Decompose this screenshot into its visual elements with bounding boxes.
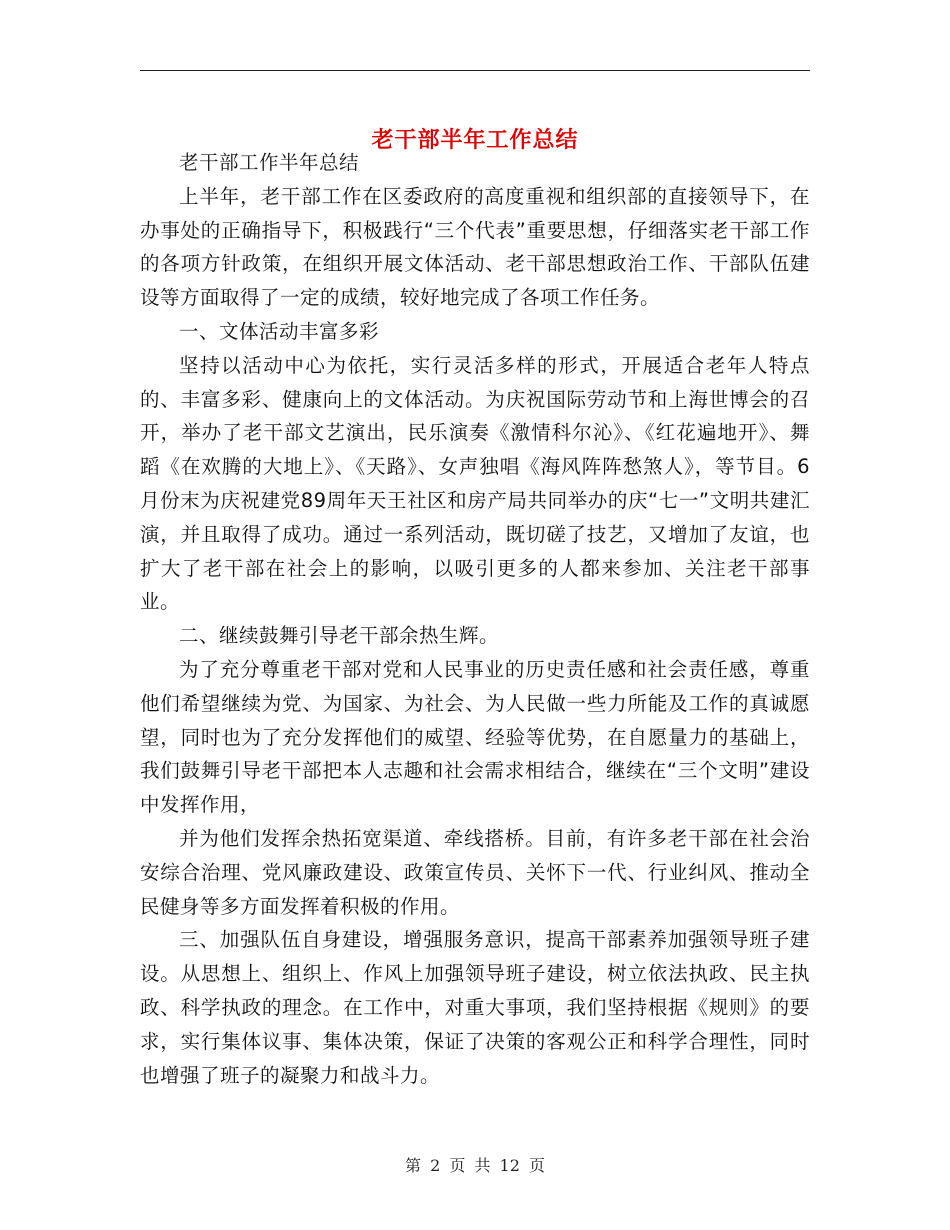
- paragraph-intro: 上半年，老干部工作在区委政府的高度重视和组织部的直接领导下，在办事处的正确指导下，积极践行“三个代表”重要思想，仔细落实老干部工作的各项方针政策，在组织开展文体活动、老干部思想政治工作、干部队伍建设等方面取得了一定的成绩，较好地完成了各项工作任务。: [140, 184, 810, 310]
- header-rule: [140, 70, 810, 71]
- document-title: 老干部半年工作总结: [371, 127, 579, 153]
- paragraph-section-1: 坚持以活动中心为依托，实行灵活多样的形式，开展适合老年人特点的、丰富多彩、健康向上的文体活动。为庆祝国际劳动节和上海世博会的召开，举办了老干部文艺演出，民乐演奏《激情科尔沁》、《红花遍地开》、舞蹈《在欢腾的大地上》、《天路》、女声独唱《海风阵阵愁煞人》，等节目。6月份末为庆祝建党89周年天王社区和房产局共同举办的庆“七一”文明共建汇演，并且取得了成功。通过一系列活动，既切磋了技艺，又增加了友谊，也扩大了老干部在社会上的影响，以吸引更多的人都来参加、关注老干部事业。: [140, 353, 810, 614]
- section-heading-2: 二、继续鼓舞引导老干部余热生辉。: [179, 624, 500, 648]
- paragraph-subtitle: 老干部工作半年总结: [179, 151, 360, 174]
- document-body: [140, 146, 810, 1092]
- paragraph-section-3: 三、加强队伍自身建设，增强服务意识，提高干部素养加强领导班子建设。从思想上、组织上、作风上加强领导班子建设，树立依法执政、民主执政、科学执政的理念。在工作中，对重大事项，我们坚持根据《规则》的要求，实行集体议事、集体决策，保证了决策的客观公正和科学合理性，同时也增强了班子的凝聚力和战斗力。: [140, 928, 810, 1087]
- paragraph-section-2a: 为了充分尊重老干部对党和人民事业的历史责任感和社会责任感，尊重他们希望继续为党、为国家、为社会、为人民做一些力所能及工作的真诚愿望，同时也为了充分发挥他们的威望、经验等优势，在自愿量力的基础上，我们鼓舞引导老干部把本人志趣和社会需求相结合，继续在“三个文明”建设中发挥作用，: [140, 657, 810, 817]
- paragraph-section-2b: 并为他们发挥余热拓宽渠道、牵线搭桥。目前，有许多老干部在社会治安综合治理、党风廉政建设、政策宣传员、关怀下一代、行业纠风、推动全民健身等多方面发挥着积极的作用。: [140, 826, 810, 918]
- section-heading-1: 一、文体活动丰富多彩: [179, 319, 380, 343]
- page-number: 第 2 页 共 12 页: [405, 1156, 545, 1175]
